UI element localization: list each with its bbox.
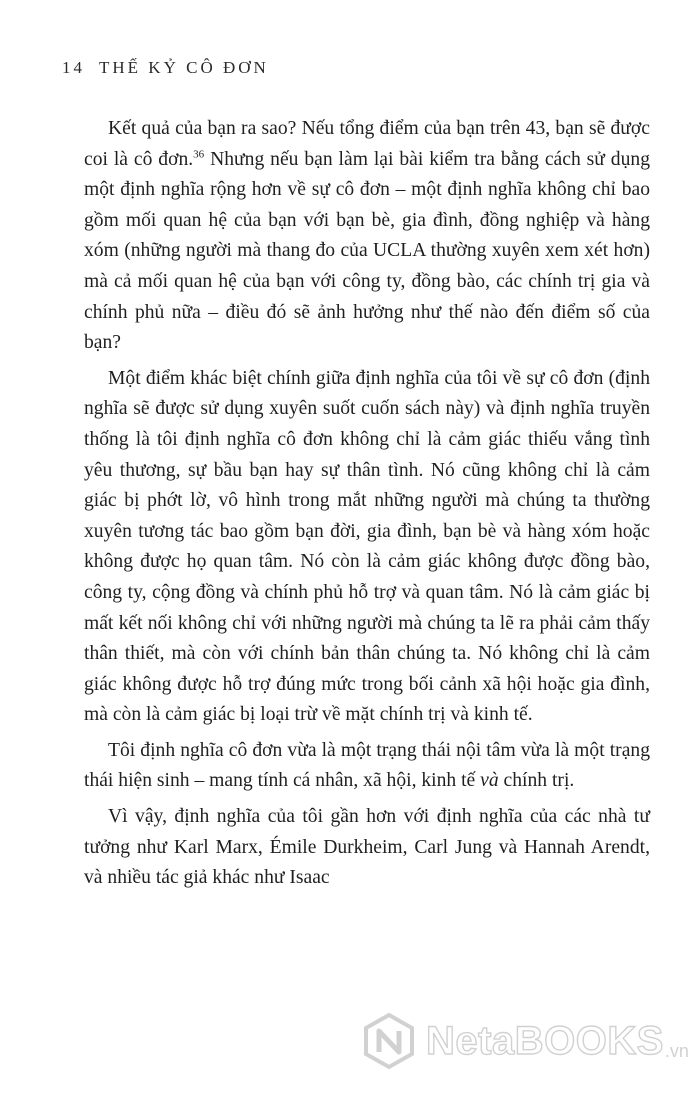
paragraph-3-text-a: Tôi định nghĩa cô đơn vừa là một trạng thái nội tâm vừa là một trạng thái hiện sinh – mang tính cá nhân, xã hội, kinh tế — [84, 739, 650, 792]
paragraph-3 — [84, 736, 650, 797]
watermark-brand: NetaBOOKS — [426, 1018, 664, 1063]
running-header — [62, 58, 269, 78]
body-text — [84, 114, 650, 899]
paragraph-1 — [84, 114, 650, 359]
paragraph-2: Một điểm khác biệt chính giữa định nghĩa của tôi về sự cô đơn (định nghĩa sẽ được sử dụng xuyên suốt cuốn sách này) và định nghĩa truyền thống là tôi định nghĩa cô đơn không chỉ là cảm giác thiếu vắng tình yêu thương, sự bầu bạn hay sự thân tình. Nó cũng không chỉ là cảm giác bị phớt lờ, vô hình trong mắt những người mà chúng ta thường xuyên tương tác bao gồm bạn đời, gia đình, bạn bè và hàng xóm hoặc không được họ quan tâm. Nó còn là cảm giác không được đồng bào, công ty, cộng đồng và chính phủ hỗ trợ và quan tâm. Nó là cảm giác bị mất kết nối không chỉ với những người mà chúng ta lẽ ra phải cảm thấy thân thiết, mà còn với chính bản thân chúng ta. Nó không chỉ là cảm giác không được hỗ trợ đúng mức trong bối cảnh xã hội hoặc gia đình, mà còn là cảm giác bị loại trừ về mặt chính trị và kinh tế. — [84, 367, 650, 726]
book-title: THẾ KỶ CÔ ĐƠN — [99, 58, 269, 77]
paragraph-3-emphasis: và — [480, 770, 499, 792]
netabooks-logo-icon — [360, 1012, 418, 1070]
paragraph-1-text: Kết quả của bạn ra sao? Nếu tổng điểm của bạn trên 43, bạn sẽ được coi là cô đơn. — [84, 118, 650, 170]
watermark-suffix: .vn — [664, 1041, 689, 1061]
netabooks-watermark — [360, 1012, 689, 1070]
paragraph-1-rest: Nhưng nếu bạn làm lại bài kiểm tra bằng cách sử dụng một định nghĩa rộng hơn về sự cô đơn – một định nghĩa không chỉ bao gồm mối quan hệ của bạn với bạn bè, gia đình, đồng nghiệp và hàng xóm (những người mà thang đo của UCLA thường xuyên xem xét hơn) mà cả mối quan hệ của bạn với công ty, đồng bào, các chính trị gia và chính phủ nữa – điều đó sẽ ảnh hưởng như thế nào đến điểm số của bạn? — [84, 148, 650, 354]
paragraph-3-text-b: chính trị. — [498, 770, 575, 792]
footnote-ref: 36 — [193, 148, 205, 161]
paragraph-4: Vì vậy, định nghĩa của tôi gần hơn với định nghĩa của các nhà tư tưởng như Karl Marx, Émile Durkheim, Carl Jung và Hannah Arendt, và nhiều tác giả khác như Isaac — [84, 806, 650, 889]
page-number: 14 — [62, 58, 85, 77]
